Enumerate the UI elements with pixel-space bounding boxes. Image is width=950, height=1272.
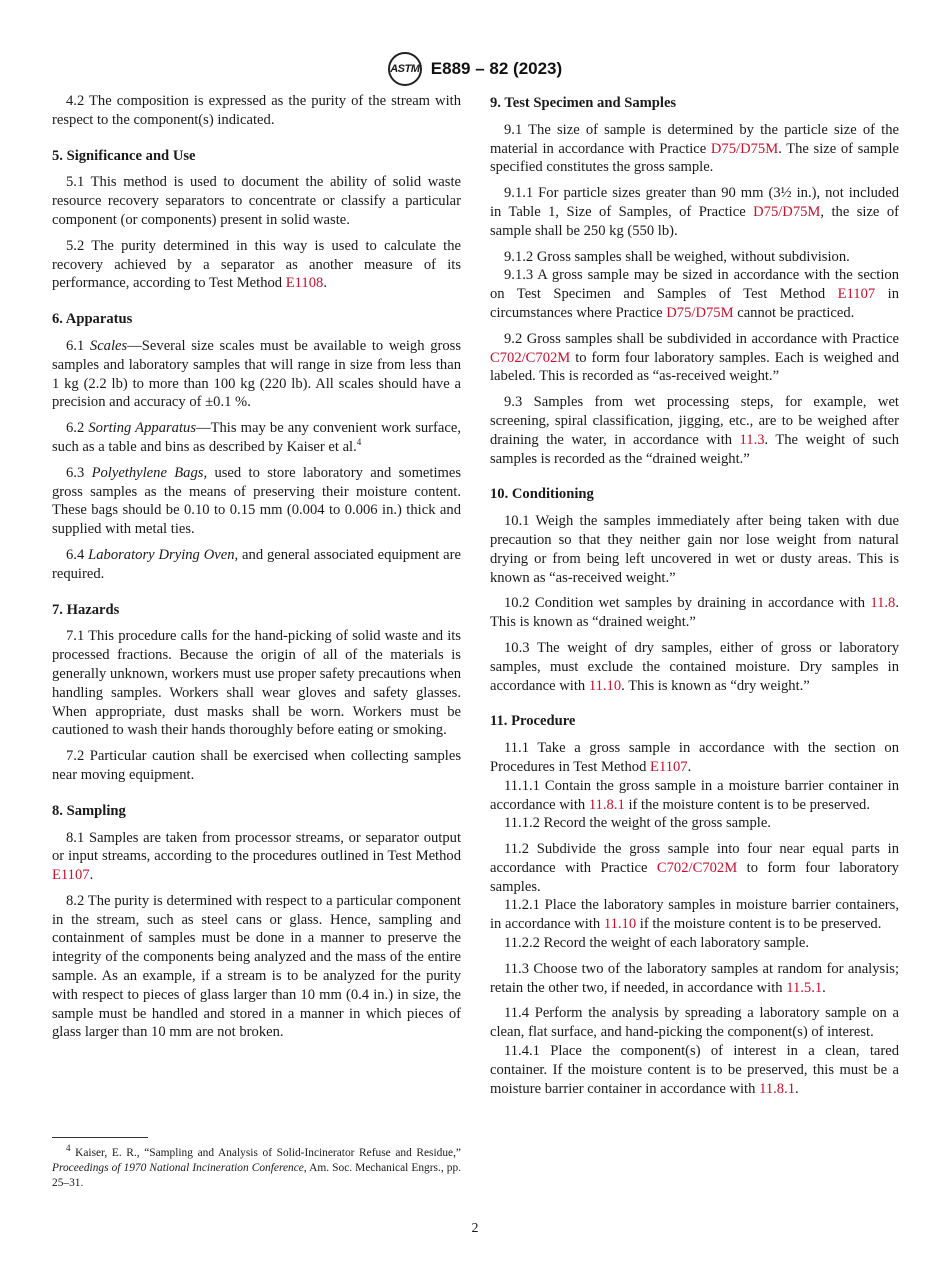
ref-d75-link[interactable]: D75/D75M: [710, 140, 779, 157]
para-11-1-2: 11.1.2 Record the weight of the gross sample.: [504, 815, 771, 832]
ref-c702-link[interactable]: C702/C702M: [490, 349, 571, 366]
para-10-1: 10.1 Weigh the samples immediately after being taken with due precaution so that they neither gain nor lose weight from natural drying or from being left uncovered in wet or dusty areas. This is known as “as-received weight.”: [490, 513, 899, 586]
para-11-2: 11.2 Subdivide the gross sample into four near equal parts in accordance with Practice C702/C702M to form four laboratory samples.: [490, 841, 899, 895]
astm-logo-icon: ASTM: [388, 52, 422, 86]
para-8-1: 8.1 Samples are taken from processor streams, or separator output or input streams, according to the procedures outlined in Test Method E1107.: [52, 829, 461, 884]
para-11-1-1: 11.1.1 Contain the gross sample in a moisture barrier container in accordance with 11.8.1 if the moisture content is to be preserved.: [490, 777, 899, 813]
para-11-2-1: 11.2.1 Place the laboratory samples in moisture barrier containers, in accordance with 11.10 if the moisture content is to be preserved.: [490, 897, 899, 933]
para-10-2: 10.2 Condition wet samples by draining in accordance with 11.8. This is known as “drained weight.”: [490, 595, 899, 631]
ref-11-3-link[interactable]: 11.3: [739, 431, 765, 448]
section-7-title: 7. Hazards: [52, 601, 120, 618]
para-11-3: 11.3 Choose two of the laboratory samples at random for analysis; retain the other two, if needed, in accordance with 11.5.1.: [490, 960, 899, 996]
para-11-2-2: 11.2.2 Record the weight of each laboratory sample.: [504, 935, 810, 952]
para-7-2: 7.2 Particular caution shall be exercised when collecting samples near moving equipment.: [52, 748, 461, 783]
ref-11-5-1-link[interactable]: 11.5.1: [786, 979, 823, 996]
ref-c702-link[interactable]: C702/C702M: [656, 859, 738, 876]
footnote-divider: [52, 1137, 148, 1138]
para-5-2: 5.2 The purity determined in this way is used to calculate the recovery achieved by a separator as another measure of its performance, according to Test Method E1108.: [52, 237, 461, 292]
section-9-title: 9. Test Specimen and Samples: [490, 95, 677, 111]
ref-11-8-link[interactable]: 11.8: [870, 595, 896, 612]
ref-e1107-link[interactable]: E1107: [650, 758, 688, 775]
para-6-2: 6.2 Sorting Apparatus—This may be any convenient work surface, such as a table and bins as described by Kaiser et al.$^4$: [52, 420, 461, 455]
section-11-title: 11. Procedure: [490, 713, 576, 730]
ref-11-10-link[interactable]: 11.10: [588, 677, 622, 694]
right-column: [490, 92, 899, 1098]
para-9-1-1: 9.1.1 For particle sizes greater than 90 mm (3½ in.), not included in Table 1, Size of Samples, of Practice D75/D75M, the size of sample shall be 250 kg (550 lb).: [490, 185, 899, 239]
para-11-4: 11.4 Perform the analysis by spreading a laboratory sample on a clean, flat surface, and hand-picking the component(s) of interest.: [490, 1005, 899, 1041]
para-5-1: 5.1 This method is used to document the ability of solid waste resource recovery separators to concentrate or classify a particular component (or components) present in solid waste.: [52, 174, 461, 228]
para-9-2: 9.2 Gross samples shall be subdivided in accordance with Practice C702/C702M to form four laboratory samples. Each is weighed and labeled. This is recorded as “as-received weight.”: [490, 330, 899, 385]
para-11-1: 11.1 Take a gross sample in accordance with the section on Procedures in Test Method E1107.: [490, 740, 899, 775]
para-6-3: 6.3 Polyethylene Bags, used to store laboratory and sometimes gross samples as the means of preserving their moisture content. These bags should be 0.10 to 0.15 mm (0.004 to 0.006 in.) thick and supplied with metal ties.: [52, 464, 462, 538]
para-6-4: 6.4 Laboratory Drying Oven, and general associated equipment are required.: [52, 546, 461, 582]
para-9-1: 9.1 The size of sample is determined by the particle size of the material in accordance with Practice D75/D75M. The size of sample specified constitutes the gross sample.: [490, 121, 899, 176]
ref-11-8-1-link[interactable]: 11.8.1: [588, 796, 625, 813]
section-8-title: 8. Sampling: [52, 802, 126, 819]
ref-11-10-link[interactable]: 11.10: [603, 916, 637, 933]
ref-d75-link[interactable]: D75/D75M: [666, 304, 734, 321]
para-4-2: 4.2 The composition is expressed as the purity of the stream with respect to the component(s) indicated.: [52, 93, 461, 128]
page-header: [0, 54, 950, 84]
left-column: [52, 92, 461, 1042]
para-6-1: 6.1 Scales—Several size scales must be available to weigh gross samples and laboratory samples that will range in size from less than 1 kg (2.2 lb) to more than 100 kg (220 lb). All scales should have a precision and accuracy of ±0.1 %.: [52, 337, 462, 411]
section-10-title: 10. Conditioning: [490, 486, 594, 503]
ref-e1108-link[interactable]: E1108: [285, 275, 324, 292]
ref-11-8-1-link[interactable]: 11.8.1: [759, 1080, 796, 1097]
ref-e1107-link[interactable]: E1107: [52, 867, 90, 884]
para-9-3: 9.3 Samples from wet processing steps, for example, wet screening, spiral classification, jigging, etc., are to be weighed after draining the water, in accordance with 11.3. The weight of such samples is recorded as the “drained weight.”: [490, 394, 899, 467]
para-7-1: 7.1 This procedure calls for the hand-picking of solid waste and its processed fractions. Because the origin of all of the materials is generally unknown, workers must use proper safety precautions when handling samples. Workers shall wear gloves and safety glasses. When appropriate, dust masks shall be worn. Workers must be cautioned to wash their hands thoroughly before eating or smoking.: [52, 628, 461, 739]
page-number: 2: [471, 1221, 479, 1236]
section-6-title: 6. Apparatus: [52, 311, 133, 328]
footnote: $^4$ Kaiser, E. R., “Sampling and Analysis of Solid-Incinerator Refuse and Residue,” Proceedings of 1970 National Incineration Conference, Am. Soc. Mechanical Engrs., pp. 25–31.: [52, 1143, 461, 1189]
section-5-title: 5. Significance and Use: [52, 147, 196, 164]
para-9-1-2: 9.1.2 Gross samples shall be weighed, without subdivision.: [504, 248, 850, 265]
para-10-3: 10.3 The weight of dry samples, either of gross or laboratory samples, must exclude the contained moisture. Dry samples in accordance with 11.10. This is known as “dry weight.”: [490, 639, 899, 694]
para-8-2: 8.2 The purity is determined with respect to a particular component in the stream, such as steel cans or glass. Hence, sampling and containment of samples must be done in a manner to preserve the integrity of the components being analyzed and the mass of the entire sample. As an example, if a stream is to be analyzed for the purity with respect to pieces of glass larger than 10 mm (0.4 in.) in size, the sample must be handled and stored in a manner in which pieces of glass larger than 10 mm are not broken.: [52, 892, 461, 1041]
document-id: E889 – 82 (2023): [430, 59, 563, 78]
ref-e1107-link[interactable]: E1107: [837, 286, 876, 303]
para-9-1-3: 9.1.3 A gross sample may be sized in accordance with the section on Test Specimen and Samples of Test Method E1107 in circumstances where Practice D75/D75M cannot be practiced.: [490, 267, 899, 321]
para-11-4-1: 11.4.1 Place the component(s) of interest in a clean, tared container. If the moisture content is to be preserved, this must be a moisture barrier container in accordance with 11.8.1.: [490, 1043, 899, 1097]
ref-d75-link[interactable]: D75/D75M: [753, 203, 821, 220]
footnote-marker: 4: [356, 437, 362, 448]
